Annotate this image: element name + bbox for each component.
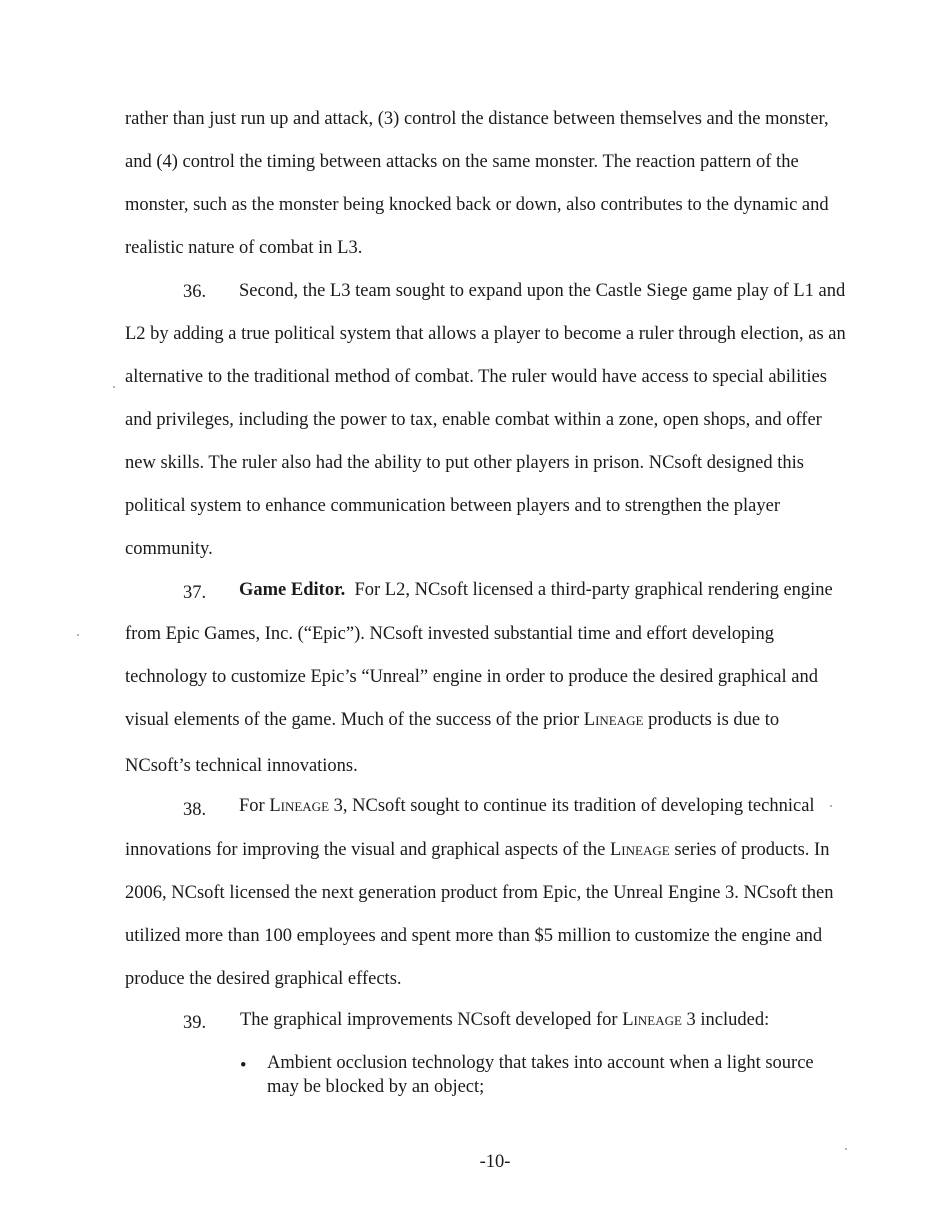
text-line xyxy=(125,841,829,860)
text-line: community. xyxy=(125,539,213,559)
bullet-text-line: Ambient occlusion technology that takes into account when a light source xyxy=(267,1053,814,1073)
text-line: new skills. The ruler also had the ability to put other players in prison. NCsoft designed this xyxy=(125,453,804,473)
text-line: technology to customize Epic’s “Unreal” engine in order to produce the desired graphical and xyxy=(125,667,818,687)
paragraph-number: 38. xyxy=(183,800,207,820)
paragraph-number: 37. xyxy=(183,583,207,603)
text-line: Second, the L3 team sought to expand upon the Castle Siege game play of L1 and xyxy=(239,281,846,301)
text-line xyxy=(239,581,833,600)
text-span: 3 included: xyxy=(681,1010,770,1030)
text-line xyxy=(240,1011,769,1030)
bullet-text-line: may be blocked by an object; xyxy=(267,1077,485,1097)
bullet-marker: • xyxy=(240,1056,247,1076)
text-span: The graphical improvements NCsoft developed for xyxy=(240,1010,623,1030)
text-line: produce the desired graphical effects. xyxy=(125,969,402,989)
text-line: realistic nature of combat in L3. xyxy=(125,238,363,258)
scan-speck xyxy=(845,1148,847,1150)
text-span: 3, NCsoft sought to continue its tradition of developing technical xyxy=(329,796,815,816)
text-line: and (4) control the timing between attacks on the same monster. The reaction pattern of the xyxy=(125,152,799,172)
paragraph-number: 36. xyxy=(183,282,207,302)
text-line: alternative to the traditional method of combat. The ruler would have access to special abilities xyxy=(125,367,827,387)
text-span: visual elements of the game. Much of the success of the prior xyxy=(125,710,584,730)
text-line: 2006, NCsoft licensed the next generation product from Epic, the Unreal Engine 3. NCsoft then xyxy=(125,883,834,903)
text-line: political system to enhance communication between players and to strengthen the player xyxy=(125,496,780,516)
brand-name: Lineage xyxy=(583,710,644,730)
text-span: products is due to xyxy=(643,710,780,730)
scan-speck xyxy=(77,634,79,636)
text-line xyxy=(125,711,779,730)
paragraph-number: 39. xyxy=(183,1013,207,1033)
text-span: For xyxy=(239,796,270,816)
text-line: monster, such as the monster being knocked back or down, also contributes to the dynamic and xyxy=(125,195,829,215)
brand-name: Lineage xyxy=(622,1010,682,1030)
text-line: and privileges, including the power to tax, enable combat within a zone, open shops, and offer xyxy=(125,410,822,430)
text-line: utilized more than 100 employees and spent more than $5 million to customize the engine and xyxy=(125,926,823,946)
text-line: L2 by adding a true political system that allows a player to become a ruler through election, as an xyxy=(125,324,846,344)
scan-speck xyxy=(113,386,115,388)
text-line: from Epic Games, Inc. (“Epic”). NCsoft invested substantial time and effort developing xyxy=(125,624,775,644)
text-span: series of products. In xyxy=(669,840,830,860)
text-line: NCsoft’s technical innovations. xyxy=(125,756,358,776)
section-heading: Game Editor. xyxy=(239,580,346,600)
brand-name: Lineage xyxy=(269,796,330,816)
text-line: rather than just run up and attack, (3) control the distance between themselves and the monster, xyxy=(125,109,829,129)
text-span: For L2, NCsoft licensed a third-party graphical rendering engine xyxy=(354,580,833,600)
text-span: innovations for improving the visual and graphical aspects of the xyxy=(125,840,610,860)
scan-speck xyxy=(830,805,832,807)
brand-name: Lineage xyxy=(610,840,670,860)
page-number: -10- xyxy=(479,1152,511,1172)
text-line xyxy=(239,797,815,816)
